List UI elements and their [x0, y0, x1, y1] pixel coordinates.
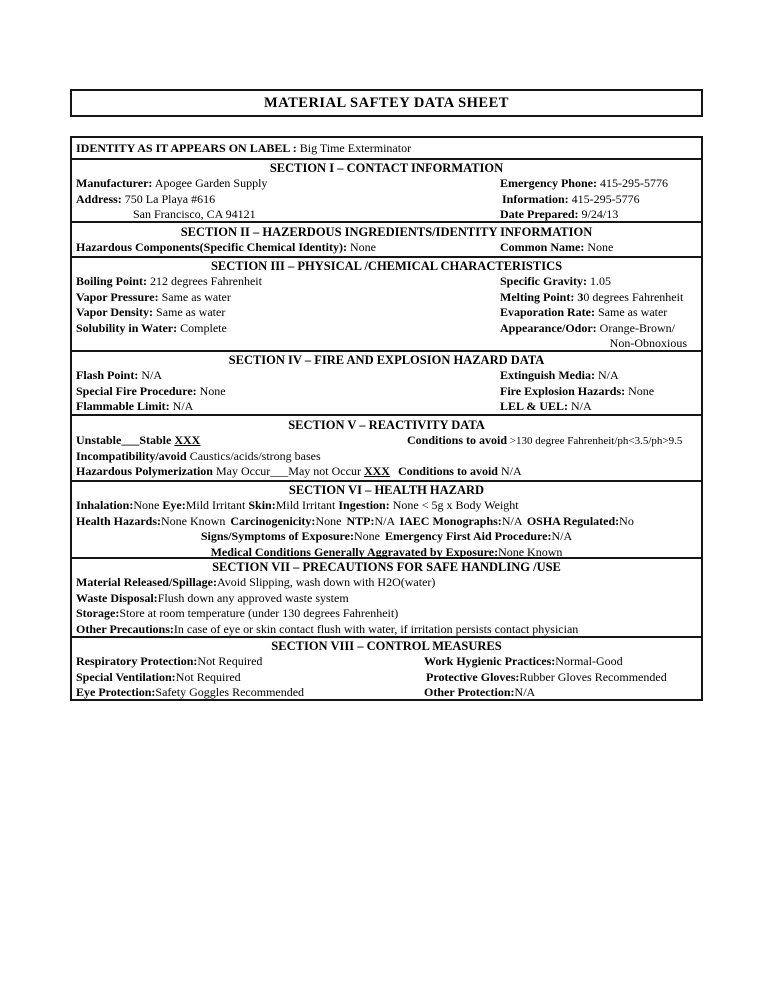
information-field: [502, 192, 640, 208]
date-prepared-label: Date Prepared:: [500, 207, 579, 221]
vapor-density-value: Same as water: [153, 305, 226, 319]
flammable-limit-label: Flammable Limit:: [76, 399, 170, 413]
hazardous-components-field: [76, 240, 376, 254]
section-fire-explosion: [72, 350, 701, 414]
solubility-label: Solubility in Water:: [76, 320, 178, 335]
respiratory-protection-label: Respiratory Protection:: [76, 654, 198, 668]
lel-uel-field: [500, 399, 592, 415]
section-reactivity: [72, 414, 701, 480]
waste-disposal-label: Waste Disposal:: [76, 590, 158, 605]
fire-explosion-hazards-label: Fire Explosion Hazards:: [500, 383, 626, 398]
vapor-density-field: [76, 305, 225, 319]
section-6-header: SECTION VI – HEALTH HAZARD: [288, 483, 485, 497]
health-hazards-value: None Known: [161, 513, 226, 528]
address-label: Address:: [76, 191, 122, 206]
special-fire-procedure-value: None: [196, 383, 226, 398]
work-hygienic-value: Normal-Good: [555, 654, 623, 668]
date-prepared-field: [500, 207, 618, 223]
incompatibility-field: [76, 449, 321, 463]
storage-label: Storage:: [76, 606, 120, 620]
section-physical-chemical: [72, 256, 701, 350]
ingestion-value: None < 5g x Body Weight: [389, 498, 519, 512]
common-name-label: Common Name:: [500, 240, 585, 254]
identity-label: IDENTITY AS IT APPEARS ON LABEL :: [76, 141, 297, 155]
stability-field: [76, 433, 200, 447]
section-hazardous-ingredients: [72, 221, 701, 256]
section-2-header: SECTION II – HAZERDOUS INGREDIENTS/IDENTITY INFORMATION: [180, 225, 593, 239]
vapor-pressure-field: [76, 290, 231, 304]
melting-point-field: [500, 290, 683, 306]
eye-protection-value: Safety Goggles Recommended: [155, 685, 305, 699]
emergency-phone-label: Emergency Phone:: [500, 176, 597, 190]
hazardous-polymerization-field: [76, 464, 522, 478]
hazardous-polymerization-mark: XXX: [363, 464, 390, 478]
osha-regulated-label: OSHA Regulated:: [526, 513, 620, 528]
signs-symptoms-label: Signs/Symptoms of Exposure:: [200, 529, 354, 543]
identity-row: [72, 138, 701, 158]
conditions-to-avoid-label: Conditions to avoid: [407, 433, 508, 447]
identity-value: Big Time Exterminator: [296, 141, 412, 155]
health-line-1: [76, 498, 697, 514]
melting-point-value: 0 degrees Fahrenheit: [583, 289, 684, 304]
ntp-label: NTP:: [346, 513, 375, 528]
evaporation-rate-label: Evaporation Rate:: [500, 305, 595, 319]
ntp-value: N/A: [374, 513, 395, 528]
material-spillage-label: Material Released/Spillage:: [76, 575, 217, 589]
special-fire-procedure-label: Special Fire Procedure:: [76, 383, 197, 398]
flammable-limit-field: [76, 399, 193, 413]
stability-mark: XXX: [174, 433, 201, 447]
section-health-hazard: [72, 480, 701, 557]
boiling-point-label: Boiling Point:: [76, 274, 148, 288]
address-value: 750 La Playa #616: [121, 191, 216, 206]
address-field: [76, 192, 215, 206]
information-label: Information:: [502, 191, 569, 206]
flash-point-value: N/A: [138, 368, 163, 382]
conditions-to-avoid-value: >130 degree Fahrenheit/ph<3.5/ph>9.5: [507, 435, 683, 447]
manufacturer-field: [76, 176, 267, 190]
section-3-header: SECTION III – PHYSICAL /CHEMICAL CHARACTERISTICS: [210, 259, 563, 273]
protective-gloves-field: [426, 670, 667, 686]
health-line-4: [76, 545, 697, 561]
section-1-header: SECTION I – CONTACT INFORMATION: [269, 161, 504, 175]
document-title: MATERIAL SAFTEY DATA SHEET: [264, 94, 509, 111]
melting-point-label: Melting Point: 3: [500, 289, 584, 304]
emergency-phone-field: [500, 176, 668, 192]
specific-gravity-label: Specific Gravity:: [500, 274, 587, 288]
health-line-3: [76, 529, 697, 545]
signs-symptoms-value: None: [353, 529, 380, 543]
section-control-measures: [72, 636, 701, 699]
osha-regulated-value: No: [619, 513, 634, 528]
flash-point-label: Flash Point:: [76, 368, 139, 382]
vapor-pressure-label: Vapor Pressure:: [76, 289, 159, 304]
appearance-odor-value: Orange-Brown/: [596, 320, 675, 335]
health-line-2: [76, 514, 697, 530]
hazardous-polymerization-middle: May Occur___May not Occur: [212, 464, 364, 478]
respiratory-protection-field: [76, 654, 262, 668]
stability-label: Unstable___Stable: [76, 433, 172, 447]
section-5-header: SECTION V – REACTIVITY DATA: [288, 418, 485, 432]
common-name-value: None: [584, 240, 614, 254]
skin-value: Mild Irritant: [275, 498, 336, 512]
boiling-point-field: [76, 274, 262, 288]
hazardous-components-value: None: [346, 240, 376, 254]
emergency-phone-value: 415-295-5776: [596, 176, 668, 190]
conditions-to-avoid-field: [407, 433, 682, 450]
flash-point-field: [76, 368, 162, 382]
special-ventilation-value: Not Required: [175, 669, 241, 684]
first-aid-value: N/A: [551, 529, 573, 543]
evaporation-rate-value: Same as water: [595, 305, 668, 319]
fire-explosion-hazards-field: [500, 384, 654, 400]
other-protection-field: [424, 685, 535, 701]
medical-conditions-label: Medical Conditions Generally Aggravated by Exposure:: [210, 544, 499, 559]
protective-gloves-label: Protective Gloves:: [426, 669, 520, 684]
information-value: 415-295-5776: [568, 191, 640, 206]
solubility-field: [76, 321, 227, 335]
specific-gravity-field: [500, 274, 611, 290]
incompatibility-label: Incompatibility/avoid: [76, 448, 187, 463]
extinguish-media-field: [500, 368, 619, 384]
iaec-monographs-label: IAEC Monographs:: [399, 513, 502, 528]
manufacturer-value: Apogee Garden Supply: [152, 176, 268, 190]
special-fire-procedure-field: [76, 384, 226, 398]
boiling-point-value: 212 degrees Fahrenheit: [147, 274, 262, 288]
date-prepared-value: 9/24/13: [578, 207, 619, 221]
polymer-conditions-label: Conditions to avoid: [397, 464, 498, 478]
eye-label: Eye:: [162, 498, 186, 512]
special-ventilation-label: Special Ventilation:: [76, 669, 176, 684]
work-hygienic-field: [424, 654, 623, 670]
flammable-limit-value: N/A: [169, 399, 194, 413]
inhalation-value: None: [133, 498, 160, 512]
appearance-odor-field: [500, 321, 675, 337]
common-name-field: [500, 240, 613, 256]
section-safe-handling: [72, 557, 701, 636]
evaporation-rate-field: [500, 305, 667, 321]
other-precautions-value: In case of eye or skin contact flush with water, if irritation persists contact physician: [173, 621, 579, 636]
section-7-header: SECTION VII – PRECAUTIONS FOR SAFE HANDLING /USE: [212, 560, 561, 574]
inhalation-label: Inhalation:: [76, 498, 134, 512]
material-spillage-value: Avoid Slipping, wash down with H2O(water): [216, 575, 436, 589]
iaec-monographs-value: N/A: [501, 513, 522, 528]
extinguish-media-value: N/A: [595, 368, 619, 382]
hazardous-polymerization-label: Hazardous Polymerization: [76, 464, 213, 478]
document-title-box: [70, 89, 703, 117]
work-hygienic-label: Work Hygienic Practices:: [424, 654, 556, 668]
incompatibility-value: Caustics/acids/strong bases: [186, 448, 321, 463]
specific-gravity-value: 1.05: [586, 274, 611, 288]
special-ventilation-field: [76, 670, 241, 684]
protective-gloves-value: Rubber Gloves Recommended: [519, 669, 667, 684]
eye-protection-label: Eye Protection:: [76, 685, 156, 699]
polymer-conditions-value: N/A: [497, 464, 522, 478]
carcinogenicity-label: Carcinogenicity:: [230, 513, 316, 528]
other-protection-value: N/A: [514, 685, 536, 699]
hazardous-components-label: Hazardous Components(Specific Chemical Identity):: [76, 240, 347, 254]
address-line2: San Francisco, CA 94121: [133, 207, 256, 221]
health-hazards-label: Health Hazards:: [76, 513, 161, 528]
respiratory-protection-value: Not Required: [197, 654, 263, 668]
other-precautions-label: Other Precautions:: [76, 621, 174, 636]
section-4-header: SECTION IV – FIRE AND EXPLOSION HAZARD DATA: [228, 353, 545, 367]
solubility-value: Complete: [177, 320, 227, 335]
waste-disposal-value: Flush down any approved waste system: [157, 590, 349, 605]
lel-uel-value: N/A: [568, 399, 592, 413]
storage-value: Store at room temperature (under 130 degrees Fahrenheit): [119, 606, 399, 620]
lel-uel-label: LEL & UEL:: [500, 399, 569, 413]
section-contact-information: [72, 158, 701, 221]
skin-label: Skin:: [248, 498, 276, 512]
manufacturer-label: Manufacturer:: [76, 176, 153, 190]
eye-protection-field: [76, 685, 304, 699]
carcinogenicity-value: None: [315, 513, 342, 528]
other-protection-label: Other Protection:: [424, 685, 515, 699]
section-8-header: SECTION VIII – CONTROL MEASURES: [271, 639, 502, 653]
msds-table: [70, 136, 703, 701]
appearance-odor-label: Appearance/Odor:: [500, 320, 597, 335]
eye-value: Mild Irritant: [185, 498, 246, 512]
ingestion-label: Ingestion:: [338, 498, 390, 512]
vapor-pressure-value: Same as water: [158, 289, 231, 304]
vapor-density-label: Vapor Density:: [76, 305, 154, 319]
first-aid-label: Emergency First Aid Procedure:: [384, 529, 552, 543]
medical-conditions-value: None Known: [498, 544, 563, 559]
appearance-odor-line2: Non-Obnoxious: [609, 336, 687, 350]
extinguish-media-label: Extinguish Media:: [500, 368, 596, 382]
fire-explosion-hazards-value: None: [625, 383, 655, 398]
